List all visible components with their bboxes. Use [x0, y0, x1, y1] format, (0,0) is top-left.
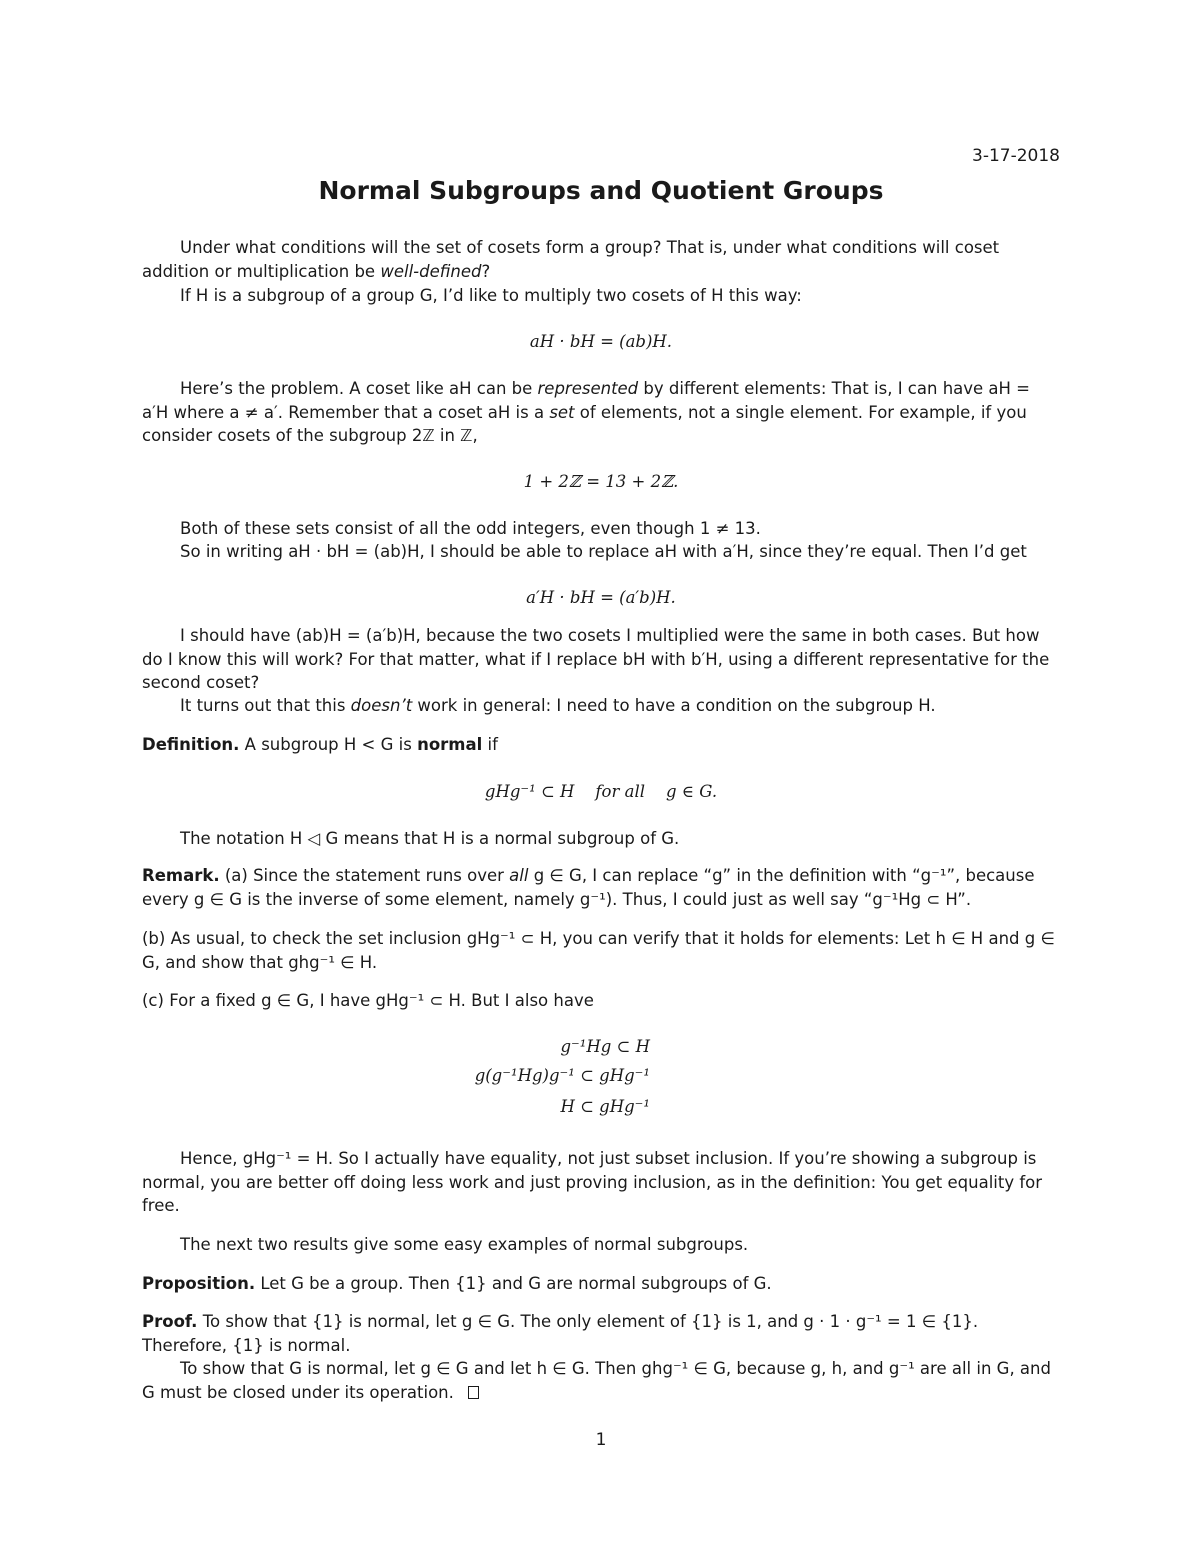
problem-emphasis-2: set — [549, 402, 575, 422]
condition-text: It turns out that this — [180, 696, 351, 715]
equation-cosets-2z: 1 + 2ℤ = 13 + 2ℤ. — [523, 472, 679, 491]
remark-a-emphasis: all — [509, 866, 529, 885]
proof-text-2: To show that G is normal, let g ∈ G and let h ∈ G. Then ghg⁻¹ ∈ G, because g, h, and g⁻¹ are all in G, and G must be closed under its operation. — [142, 1359, 1051, 1402]
date: 3-17-2018 — [972, 146, 1060, 166]
problem-emphasis: represented — [537, 379, 639, 398]
definition-text: A subgroup H < G is — [239, 735, 418, 754]
definition-text-end: if — [482, 735, 498, 754]
page-number: 1 — [595, 1430, 607, 1450]
proposition-text: Let G be a group. Then {1} and G are normal subgroups of G. — [255, 1274, 772, 1293]
remark-c: (c) For a fixed g ∈ G, I have gHg⁻¹ ⊂ H. But I also have — [142, 991, 594, 1010]
representative-paragraph: I should have (ab)H = (a′b)H, because the two cosets I multiplied were the same in both cases. But how do I know this will work? For that matter, what if I replace bH with b′H, using a different representative for the second coset? — [142, 626, 1050, 692]
intro-paragraph — [142, 236, 1060, 283]
intro-emphasis: well-defined — [380, 261, 482, 281]
odd-integers-paragraph: Both of these sets consist of all the odd integers, even though 1 ≠ 13. — [180, 519, 761, 538]
derivation-line-2: g(g⁻¹Hg)g⁻¹ ⊂ gHg⁻¹ — [474, 1066, 650, 1085]
condition-text-end: work in general: I need to have a condition on the subgroup H. — [412, 696, 936, 715]
proof-text: To show that {1} is normal, let g ∈ G. The only element of {1} is 1, and g · 1 · g⁻¹ = 1 ∈ {1}. Therefore, {1} is normal. — [142, 1312, 979, 1355]
qed-box-icon — [468, 1386, 479, 1399]
hence-paragraph: Hence, gHg⁻¹ = H. So I actually have equality, not just subset inclusion. If you’re showing a subgroup is normal, you are better off doing less work and just proving inclusion, as in the definition: You get equality for free. — [142, 1149, 1043, 1215]
intro-paragraph-2: If H is a subgroup of a group G, I’d like to multiply two cosets of H this way: — [180, 286, 802, 305]
derivation-line-3: H ⊂ gHg⁻¹ — [560, 1097, 650, 1116]
problem-text-3: of elements, not a single element. For example, if you consider cosets of the subgroup 2ℤ in ℤ, — [142, 402, 1027, 445]
remark-label: Remark. — [142, 866, 220, 885]
next-results-paragraph: The next two results give some easy examples of normal subgroups. — [180, 1235, 749, 1254]
equation-coset-product: aH · bH = (ab)H. — [529, 332, 673, 351]
remark-a — [142, 864, 1060, 911]
equation-normal-condition: gHg⁻¹ ⊂ H for all g ∈ G. — [484, 782, 718, 801]
condition-emphasis: doesn’t — [350, 696, 413, 715]
condition-paragraph — [142, 694, 1060, 718]
remark-a-text-end: g ∈ G, I can replace “g” in the definition with “g⁻¹”, because every g ∈ G is the inverse of some element, namely g⁻¹). Thus, I could just as well say “g⁻¹Hg ⊂ H”. — [142, 866, 1035, 909]
page-title: Normal Subgroups and Quotient Groups — [318, 176, 884, 205]
remark-a-text: (a) Since the statement runs over — [219, 866, 510, 885]
definition-label: Definition. — [142, 735, 240, 754]
proof-label: Proof. — [142, 1312, 198, 1331]
remark-b: (b) As usual, to check the set inclusion gHg⁻¹ ⊂ H, you can verify that it holds for elements: Let h ∈ H and g ∈ G, and show that ghg⁻¹ ∈ H. — [142, 929, 1055, 972]
replace-paragraph: So in writing aH · bH = (ab)H, I should be able to replace aH with a′H, since they’re equal. Then I’d get — [180, 542, 1027, 561]
proof-paragraph — [142, 1310, 1060, 1357]
proposition-label: Proposition. — [142, 1274, 256, 1293]
problem-text-2: by different elements: That is, I can have aH = a′H where a ≠ a′. Remember that a coset aH is a — [142, 379, 1031, 422]
document-page — [142, 0, 1060, 1553]
equation-replaced-product: a′H · bH = (a′b)H. — [526, 588, 676, 607]
derivation-line-1: g⁻¹Hg ⊂ H — [560, 1037, 650, 1056]
intro-text-end: ? — [481, 261, 491, 281]
definition-term: normal — [417, 735, 483, 754]
proof-paragraph-2 — [142, 1357, 1060, 1404]
intro-text: Under what conditions will the set of cosets form a group? That is, under what conditions will coset addition or multiplication be — [142, 238, 1000, 281]
problem-text: Here’s the problem. A coset like aH can be — [180, 379, 538, 398]
notation-paragraph: The notation H ◁ G means that H is a normal subgroup of G. — [180, 829, 680, 848]
proposition — [142, 1272, 1060, 1296]
problem-paragraph — [142, 377, 1060, 448]
definition — [142, 733, 1060, 757]
